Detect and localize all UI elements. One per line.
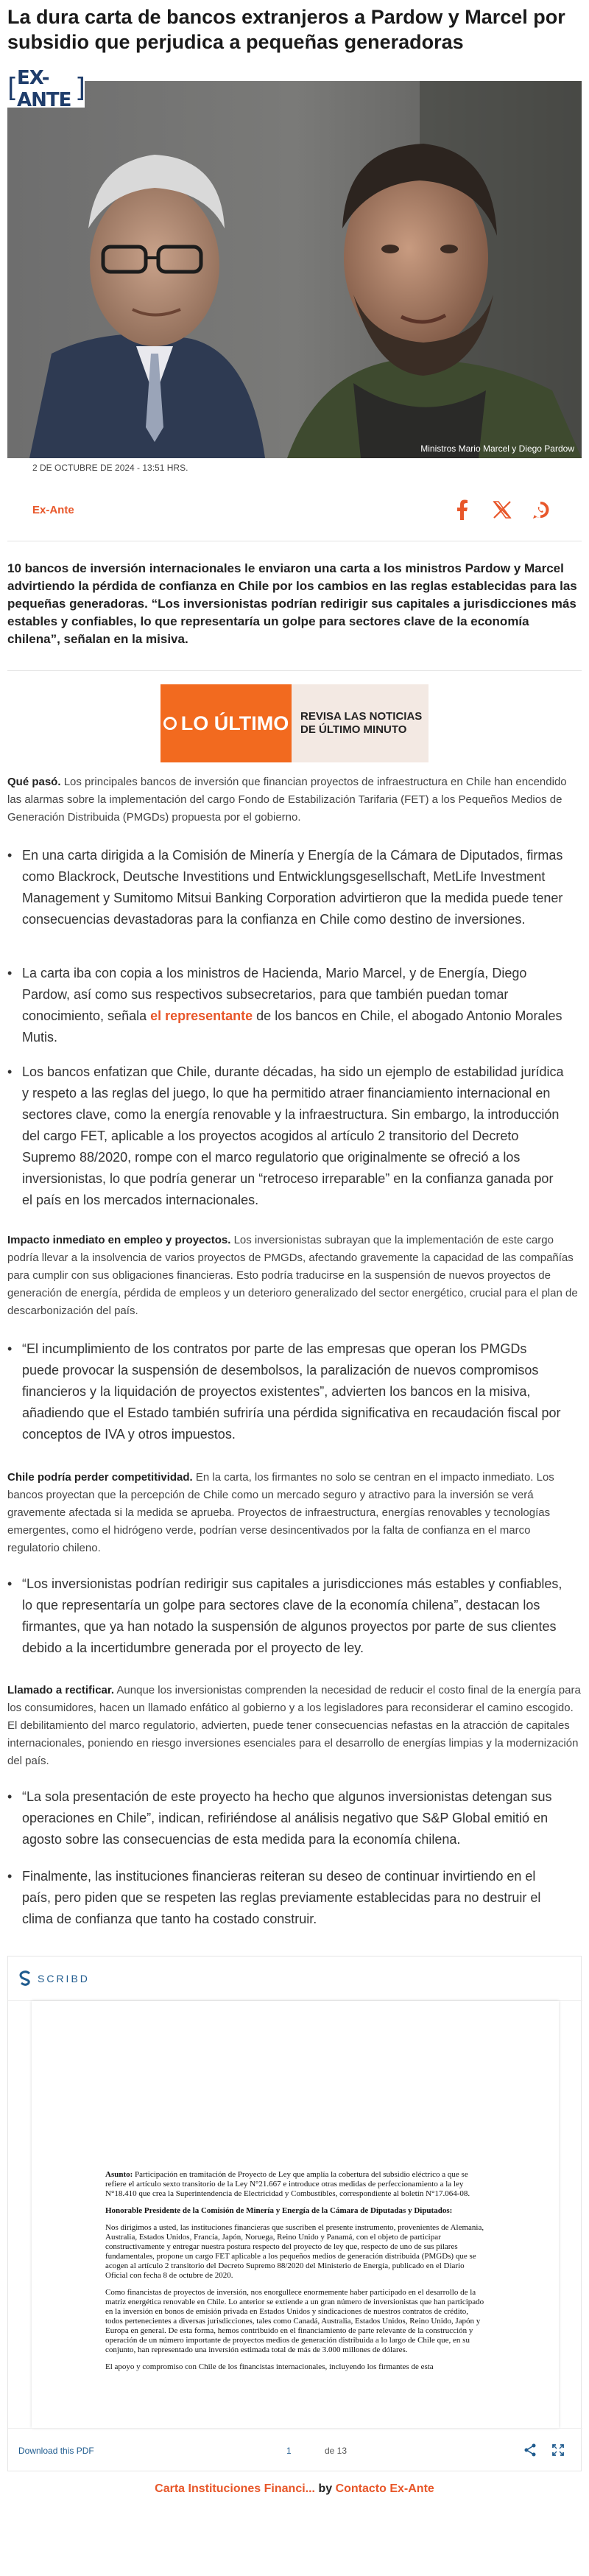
scribd-logo-icon (18, 1970, 33, 1987)
whatsapp-icon (531, 500, 550, 519)
pdf-label: Asunto: (105, 2170, 133, 2179)
bullet-item: • Finalmente, las instituciones financieras reiteran su deseo de continuar invirtiendo en el país, pero piden que se respeten las reglas previamente establecidas para no destruir el clima de confianza que tanto ha costado construir. (7, 1866, 567, 1930)
pdf-salutation: Honorable Presidente de la Comisión de Minería y Energía de la Cámara de Diputadas y Diputados: (105, 2206, 453, 2215)
article-headline: La dura carta de bancos extranjeros a Pardow y Marcel por subsidio que perjudica a pequeñas generadoras (7, 6, 565, 53)
bullet-text: La carta iba con copia a los ministros de Hacienda, Mario Marcel, y de Energía, Diego Pardow, así como sus respectivos subsecretarios, para que también puedan tomar conocimiento, señala (22, 966, 527, 1023)
paragraph-text: Aunque los inversionistas comprenden la necesidad de reducir el costo final de la energía para los consumidores, hacen un llamado enfático al gobierno y a los legisladores para reconsiderar el camino escogido. El debilitamiento del marco regulatorio, advierten, puede tener consecuencias nefastas en la atracción de capitales internacionales, poniendo en riesgo inversiones esenciales para el desarrollo de energías limpias y la modernización del país. (7, 1684, 581, 1767)
banner-line2: DE ÚLTIMO MINUTO (300, 723, 407, 736)
paragraph-que-paso (7, 773, 582, 827)
paragraph-label: Llamado a rectificar. (7, 1684, 115, 1696)
article-lead: 10 bancos de inversión internacionales le enviaron una carta a los ministros Pardow y Marcel advirtiendo la pérdida de confianza en Chile por los cambios en las reglas establecidas para las pequeñas generadoras. “Los inversionistas podrían redirigir sus capitales a jurisdicciones más estables y confiables, lo que representaría un golpe para sectores clave de la economía chilena”, señalan en la misiva. (7, 561, 577, 646)
bullet-item: • “El incumplimiento de los contratos por parte de las empresas que operan los PMGDs puede provocar la suspensión de desembolsos, la paralización de nuevos compromisos financieros y la liquidación de proyectos existentes”, advierten los bancos en la misiva, añadiendo que el Estado también sufriría una pérdida significativa en recaudación fiscal por conceptos de IVA y otros impuestos. (7, 1338, 567, 1445)
x-twitter-icon (493, 500, 512, 519)
paragraph-impacto (7, 1232, 582, 1320)
bullet-item (7, 963, 567, 1048)
embed-attribution (0, 2482, 589, 2496)
logo-bracket-right: ] (74, 72, 85, 103)
bullet-item: • En una carta dirigida a la Comisión de Minería y Energía de la Cámara de Diputados, firmas como Blackrock, Deutsche Investitions und Entwicklungsgesellschaft, MetLife Investment Management y Sumitomo Mitsui Banking Corporation advirtieron que la medida puede tener consecuencias devastadoras para la confianza en Chile como destino de inversiones. (7, 845, 567, 930)
site-logo[interactable] (7, 67, 85, 111)
paragraph-text: Los principales bancos de inversión que financian proyectos de infraestructura en Chile han encendido las alarmas sobre la implementación del cargo Fondo de Estabilización Tarifaria (FET) a los Pequeños Medios de Generación Distribuida (PMGDs) propuesta por el gobierno. (7, 776, 567, 824)
divider (7, 670, 582, 671)
paragraph-text: Los inversionistas subrayan que la implementación de este cargo podría llevar a la insolvencia de varios proyectos de PMGDs, afectando gravemente la capacidad de las compañías para cumplir con sus obligaciones financieras. Esto podría traducirse en la suspensión de nuevos proyectos de generación de energía, pérdida de empleos y un deterioro generalizado del sector energético, crucial para el plan de descarbonización del país. (7, 1234, 578, 1317)
hero-caption: Ministros Mario Marcel y Diego Pardow (420, 443, 574, 454)
paragraph-rectificar (7, 1682, 582, 1770)
paragraph-text: En la carta, los firmantes no solo se centran en el impacto inmediato. Los bancos proyectan que la percepción de Chile como un mercado seguro y atractivo para la inversión se verá gravemente afectada si la medida se aprueba. Proyectos de infraestructura, energías renovables y tecnologías emergentes, como el hidrógeno verde, podrían verse desincentivados por la falta de confianza en el marco regulatorio chileno. (7, 1471, 554, 1554)
share-whatsapp-button[interactable] (529, 498, 552, 522)
hero-photo (7, 81, 582, 458)
paragraph-label: Qué pasó. (7, 776, 61, 788)
hero-image (7, 81, 582, 458)
banner-left (161, 684, 292, 762)
lo-ultimo-banner[interactable] (161, 684, 428, 762)
pdf-text (105, 2170, 485, 2379)
share-facebook-button[interactable] (451, 498, 474, 522)
representante-link[interactable]: el representante (150, 1008, 253, 1023)
banner-right (292, 710, 422, 737)
paragraph-label: Chile podría perder competitividad. (7, 1471, 193, 1484)
attribution-by: by (318, 2482, 333, 2495)
pdf-paragraph: Nos dirigimos a usted, las instituciones financieras que suscriben el presente instrumento, provenientes de Alemania, Australia, Estados Unidos, Francia, Japón, Noruega, Reino Unido y Panamá, con el objeto de participar constructivamente y entregar nuestra postura respecto del proyecto de ley que, respecto de uno de sus pilares fundamentales, propone un cargo FET aplicable a los pequeños medios de generación distribuida (PMGDs) que se acogen al artículo 2 transitorio del Decreto Supremo 88/2020 del Ministerio de Energía, publicado en el Diario Oficial con fecha 8 de octubre de 2020. (105, 2223, 484, 2280)
paragraph-competitividad (7, 1469, 582, 1557)
scribd-header (8, 1956, 582, 2001)
scribd-toolbar (8, 2428, 582, 2472)
bullet-item: • “La sola presentación de este proyecto ha hecho que algunos inversionistas detengan sus operaciones en Chile”, indican, refiriéndose al análisis negativo que S&P Global emitió en agosto sobre las consecuencias de esta medida para la economía chilena. (7, 1786, 567, 1850)
download-pdf-link[interactable]: Download this PDF (18, 2445, 94, 2456)
paragraph-label: Impacto inmediato en empleo y proyectos. (7, 1234, 231, 1246)
pdf-paragraph: Como financistas de proyectos de inversión, nos enorgullece enormemente haber participado en el desarrollo de la matriz energética renovable en Chile. Lo anterior se extiende a un gran número de inversionistas que han participado en la inversión en bonos de emisión privada en Estados Unidos y sindicaciones de nuestros contratos de crédito, todos pertenecientes a diversas jurisdicciones, tales como Canadá, Australia, Estados Unidos, Reino Unido, Japón y Europa en general. De esta forma, hemos contribuido en el financiamiento de parte relevante de la construcción y operación de un número importante de proyectos medios de generación distribuida a lo largo de Chile que, en su conjunto, han representado una inversión estimada total de más de 3.000 millones de dólares. (105, 2288, 484, 2354)
bullet-item: • “Los inversionistas podrían redirigir sus capitales a jurisdicciones más estables y confiables, lo que representaría un golpe para sectores clave de la economía chilena”, destacan los firmantes, que ya han notado la suspensión de algunos proyectos por parte de sus clientes debido a la incertidumbre generada por el proyecto de ley. (7, 1573, 567, 1659)
share-x-button[interactable] (490, 498, 514, 522)
scribd-brand: SCRIBD (38, 1972, 90, 1984)
document-author-link[interactable]: Contacto Ex-Ante (335, 2482, 434, 2495)
publish-date: 2 DE OCTUBRE DE 2024 - 13:51 HRS. (32, 463, 188, 473)
page-count: de 13 (325, 2445, 348, 2456)
bullet-text: de los bancos en Chile, el abogado Antonio Morales Mutis. (22, 1008, 562, 1045)
pdf-paragraph (105, 2206, 485, 2216)
scribd-embed[interactable] (7, 1956, 582, 2471)
share-icon[interactable] (523, 2443, 537, 2457)
author-link[interactable]: Ex-Ante (32, 504, 74, 516)
pdf-text-span: Participación en tramitación de Proyecto de Ley que amplía la cobertura del subsidio eléctrico a que se refiere el artículo sexto transitorio de la Ley N°21.667 e introduce otras medidas de perfeccionamiento a la ley N°18.410 que crea la Superintendencia de Electricidad y Combustibles, correspondiente al boletín N°17.064-08. (105, 2170, 470, 2198)
logo-bracket-left: [ (7, 72, 18, 103)
logo-text: EX-ANTE (17, 67, 71, 111)
facebook-icon (456, 499, 469, 520)
banner-line1: REVISA LAS NOTICIAS (300, 710, 423, 723)
document-title-link[interactable]: Carta Instituciones Financi... (155, 2482, 315, 2495)
pdf-paragraph (105, 2170, 485, 2199)
pdf-page[interactable] (32, 2001, 559, 2428)
pdf-paragraph: El apoyo y compromiso con Chile de los financistas internacionales, incluyendo los firmantes de esta (105, 2362, 434, 2371)
page-number-input[interactable]: 1 (286, 2445, 292, 2456)
bullet-item: • Los bancos enfatizan que Chile, durante décadas, ha sido un ejemplo de estabilidad jurídica y respeto a las reglas del juego, lo que ha permitido atraer financiamiento internacional en sectores clave, como la energía renovable y la infraestructura. Sin embargo, la introducción del cargo FET, aplicable a los proyectos acogidos al artículo 2 transitorio del Decreto Supremo 88/2020, rompe con el marco regulatorio que originalmente se ofreció a los inversionistas, lo que podría generar un “retroceso irreparable” en la confianza ganada por el país en los mercados internacionales. (7, 1061, 567, 1211)
fullscreen-icon[interactable] (551, 2443, 565, 2457)
live-dot-icon (163, 717, 177, 730)
banner-title: LO ÚLTIMO (180, 712, 289, 734)
